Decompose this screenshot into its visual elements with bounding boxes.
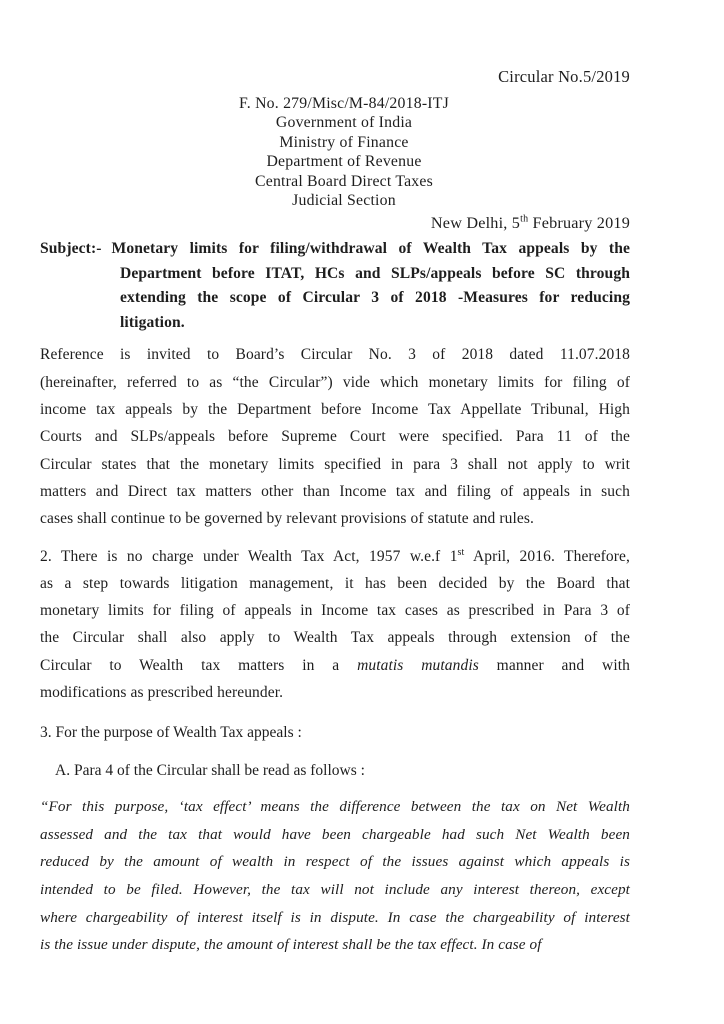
paragraph-1 (40, 341, 630, 532)
subject-line: extending the scope of Circular 3 of 2018 -Measures for reducing (120, 289, 630, 307)
dateline-ordinal-suffix: th (520, 214, 529, 226)
subject-text: Monetary limits for filing/withdrawal of Wealth Tax appeals by the (111, 240, 630, 258)
subject-line: litigation. (120, 313, 185, 331)
quoted-paragraph-line: reduced by the amount of wealth in respect of the issues against which appeals is (40, 853, 630, 871)
ordinal-suffix: st (457, 546, 465, 558)
file-number: F. No. 279/Misc/M-84/2018-ITJ (239, 95, 449, 112)
paragraph-2-line: the Circular shall also apply to Wealth Tax appeals through extension of the (40, 629, 630, 647)
paragraph-2-line: modifications as prescribed hereunder. (40, 684, 284, 701)
paragraph-1-line: (hereinafter, referred to as “the Circular”) vide which monetary limits for filing of (40, 373, 630, 391)
subject-line: Department before ITAT, HCs and SLPs/appeals before SC through (120, 264, 630, 282)
org-line-department: Department of Revenue (266, 153, 422, 171)
latin-phrase: mutatis mutandis (357, 656, 479, 674)
quoted-paragraph-line: “For this purpose, ‘tax effect’ means the difference between the tax on Net Wealth (40, 798, 630, 816)
org-line-board: Central Board Direct Taxes (255, 172, 433, 190)
circular-number: Circular No.5/2019 (498, 67, 630, 86)
paragraph-2-line: monetary limits for filing of appeals in Income tax cases as prescribed in Para 3 of (40, 602, 630, 620)
paragraph-1-line: Courts and SLPs/appeals before Supreme Court were specified. Para 11 of the (40, 428, 630, 446)
paragraph-2-line: as a step towards litigation management, it has been decided by the Board that (40, 574, 630, 592)
dateline (40, 212, 630, 234)
paragraph-1-line: Circular states that the monetary limits specified in para 3 shall not apply to writ (40, 455, 630, 473)
paragraph-3-heading: 3. For the purpose of Wealth Tax appeals : (40, 724, 302, 742)
dateline-prefix: New Delhi, 5 (430, 214, 521, 233)
org-line-government: Government of India (275, 114, 413, 132)
paragraph-2-text: 2. There is no charge under Wealth Tax Act, 1957 w.e.f 1 (40, 547, 458, 565)
org-line-ministry: Ministry of Finance (279, 133, 409, 151)
subject-label: Subject:- (40, 240, 102, 258)
paragraph-3-sub-a: A. Para 4 of the Circular shall be read as follows : (55, 762, 365, 780)
letterhead (49, 94, 639, 210)
quoted-paragraph-line: where chargeability of interest itself is in dispute. In case the chargeability of interest (40, 908, 630, 926)
quoted-paragraph-line: assessed and the tax that would have been chargeable had such Net Wealth been (40, 825, 630, 843)
subject-block (40, 237, 630, 335)
paragraph-1-line: cases shall continue to be governed by relevant provisions of statute and rules. (40, 510, 534, 528)
paragraph-2-line (40, 652, 630, 679)
quoted-paragraph-line: is the issue under dispute, the amount of interest shall be the tax effect. In case of (40, 936, 542, 954)
paragraph-1-line: Reference is invited to Board’s Circular No. 3 of 2018 dated 11.07.2018 (40, 346, 630, 364)
org-line-section: Judicial Section (292, 192, 396, 210)
paragraph-1-line: income tax appeals by the Department before Income Tax Appellate Tribunal, High (40, 401, 630, 419)
paragraph-1-line: matters and Direct tax matters other than Income tax and filing of appeals in such (40, 482, 630, 500)
paragraph-2-text: Circular to Wealth tax matters in a (40, 656, 358, 674)
subject-line (40, 237, 630, 262)
paragraph-2-line (40, 543, 630, 570)
paragraph-2-text: April, 2016. Therefore, (464, 547, 630, 565)
paragraph-2 (40, 543, 630, 707)
quoted-paragraph (40, 793, 630, 959)
paragraph-2-text: manner and with (478, 656, 630, 674)
quoted-paragraph-line: intended to be filed. However, the tax will not include any interest thereon, except (40, 881, 630, 899)
dateline-suffix: February 2019 (528, 214, 630, 233)
